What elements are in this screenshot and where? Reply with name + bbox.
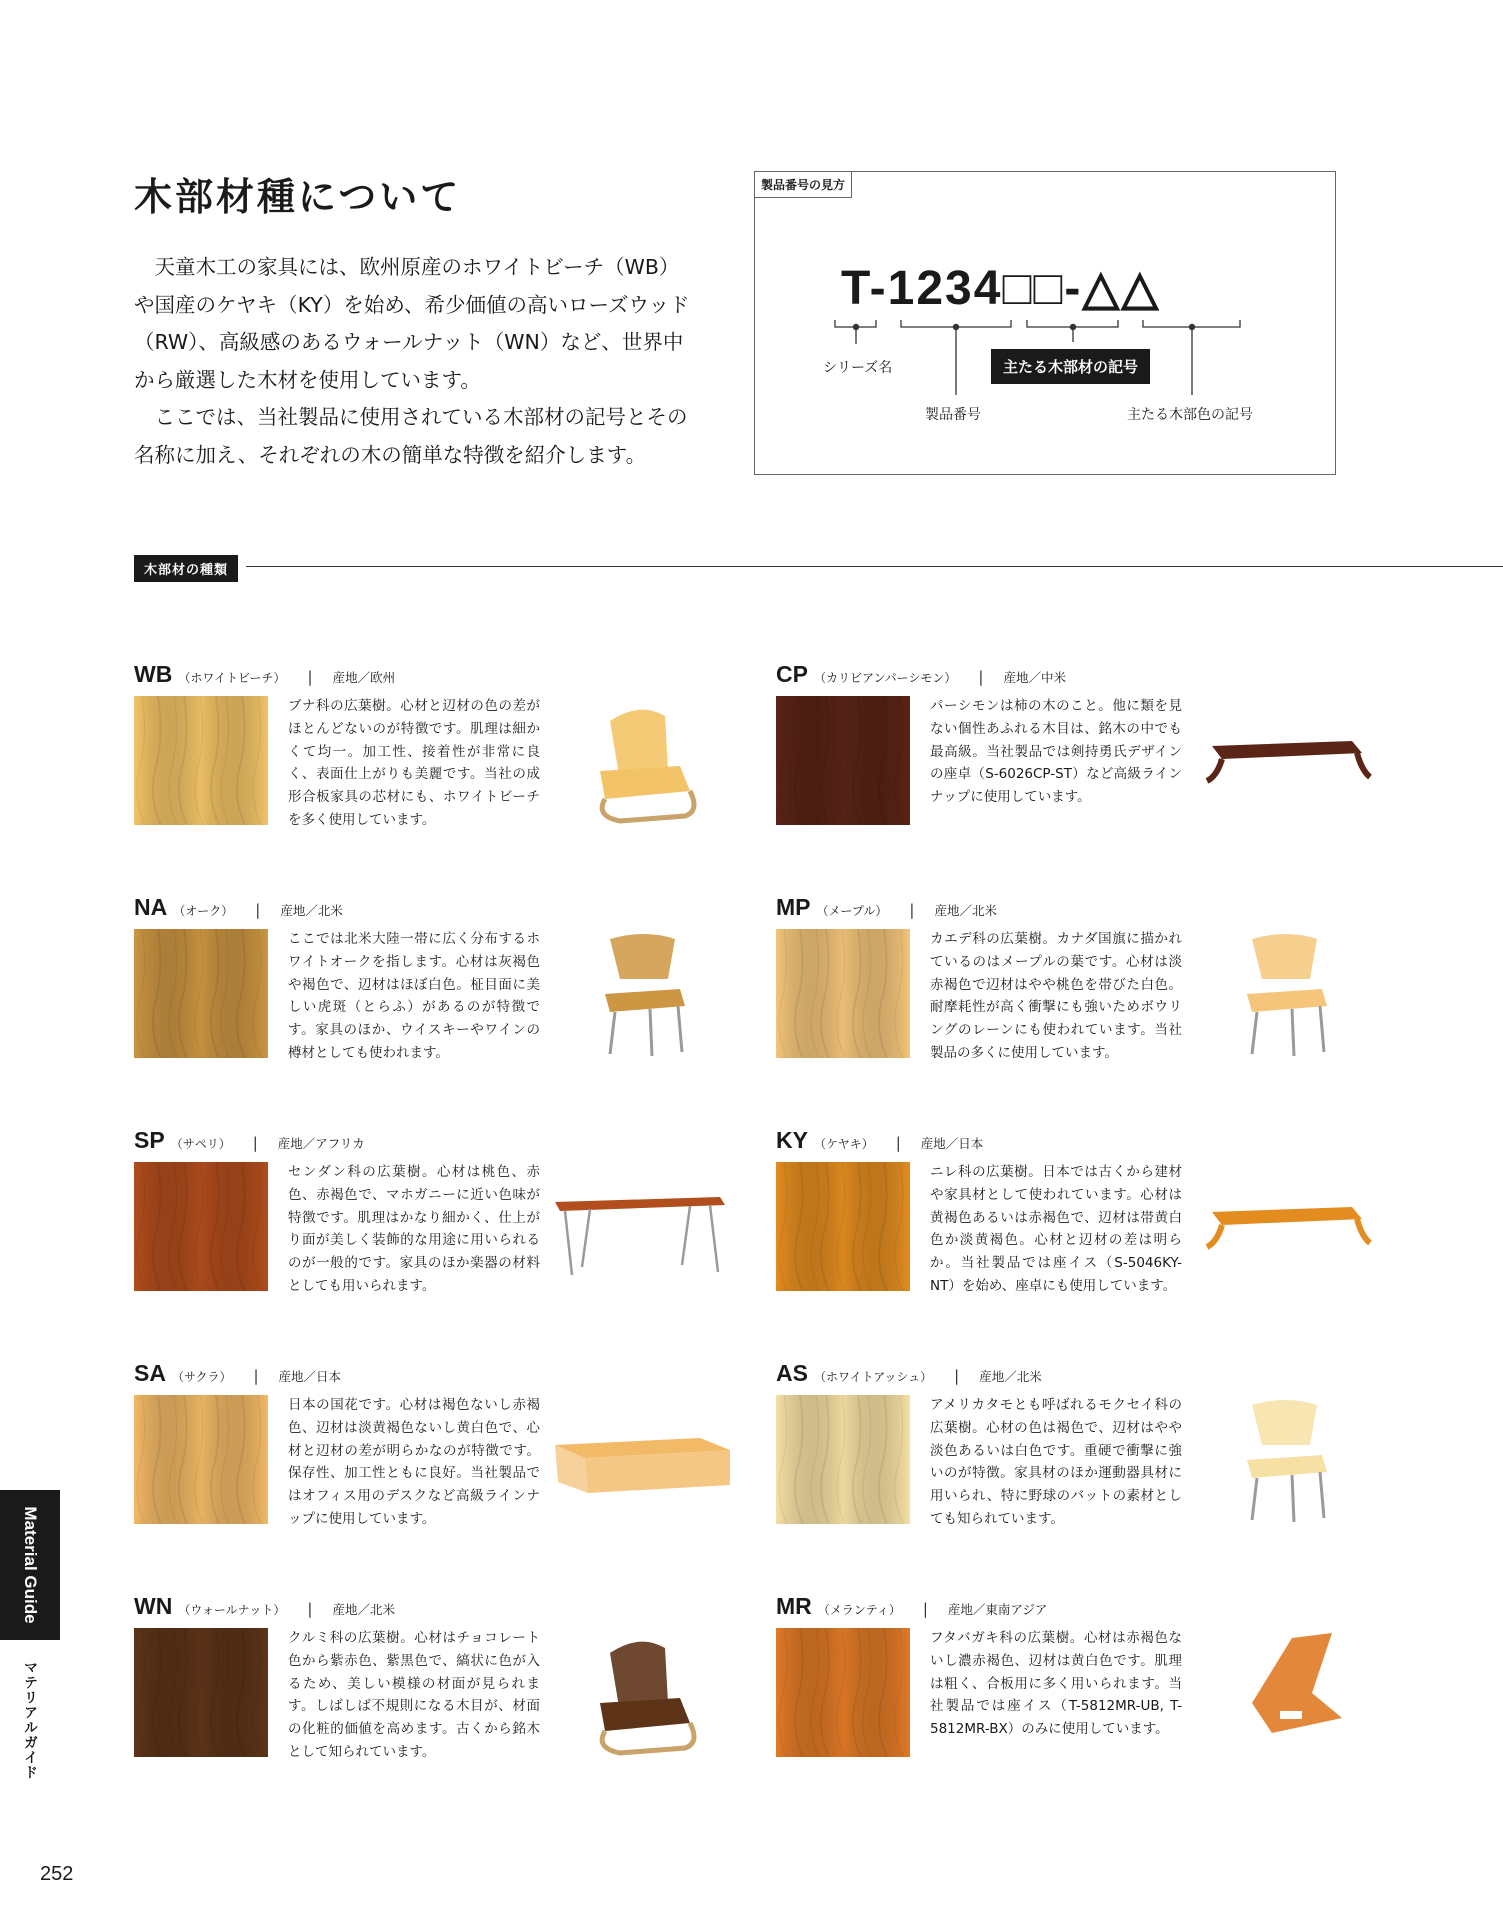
wood-name: （サペリ） bbox=[170, 1137, 231, 1151]
separator: | bbox=[307, 668, 313, 686]
wood-color-code-label: 主たる木部色の記号 bbox=[1127, 407, 1253, 423]
wood-origin: 産地／欧州 bbox=[332, 670, 396, 685]
wood-origin: 産地／北米 bbox=[934, 903, 997, 918]
intro-text bbox=[134, 249, 694, 474]
wood-entry-header bbox=[134, 894, 343, 921]
wood-swatch bbox=[776, 1162, 910, 1291]
wood-code: SP bbox=[134, 1127, 165, 1153]
separator: | bbox=[255, 901, 261, 919]
wood-origin: 産地／アフリカ bbox=[277, 1136, 365, 1151]
wood-swatch bbox=[134, 696, 268, 825]
wood-name: （サクラ） bbox=[171, 1370, 232, 1384]
wood-entry-header bbox=[134, 1127, 365, 1154]
wood-entry-header bbox=[134, 1593, 395, 1620]
wood-name: （カリビアンパーシモン） bbox=[813, 671, 957, 685]
wood-entry-mr bbox=[776, 1593, 1396, 1793]
wood-name: （ホワイトビーチ） bbox=[178, 671, 286, 685]
wood-code: NA bbox=[134, 894, 168, 920]
dash: - bbox=[1064, 262, 1083, 315]
wood-code-label: 主たる木部材の記号 bbox=[991, 349, 1150, 384]
floor-chair-photo bbox=[1192, 1623, 1372, 1763]
wood-code-boxes: □□ bbox=[1002, 262, 1065, 315]
wood-code: CP bbox=[776, 661, 808, 687]
separator: | bbox=[895, 1134, 901, 1152]
wood-name: （メープル） bbox=[816, 904, 888, 918]
separator: | bbox=[954, 1367, 960, 1385]
armchair-photo bbox=[550, 1623, 730, 1763]
wood-grain-swatch bbox=[776, 1628, 910, 1757]
wood-origin: 産地／日本 bbox=[920, 1136, 984, 1151]
wood-entry-na bbox=[134, 894, 754, 1094]
wood-swatch bbox=[134, 1628, 268, 1757]
wood-origin: 産地／東南アジア bbox=[947, 1602, 1048, 1617]
wood-description: クルミ科の広葉樹。心材はチョコレート色から紫赤色、紫黒色で、縞状に色が入るため、美しい模様の材面が見られます。しばしば不規則になる木目が、材面の化粧的価値を高めます。古くから銘木として知られています。 bbox=[288, 1630, 540, 1760]
color-code-triangles: △△ bbox=[1082, 262, 1161, 315]
low-table-photo bbox=[1192, 691, 1372, 831]
wood-code: WN bbox=[134, 1593, 173, 1619]
wood-description: ここでは北米大陸一帯に広く分布するホワイトオークを指します。心材は灰褐色や褐色で、辺材はほぼ白色。柾目面に美しい虎斑（とらふ）があるのが特徴です。家具のほか、ウイスキーやワインの樽材としても使われます。 bbox=[288, 931, 540, 1061]
wood-description: センダン科の広葉樹。心材は桃色、赤色、赤褐色で、マホガニーに近い色味が特徴です。肌理はかなり細かく、仕上がり面が美しく装飾的な用途に用いられるのが一般的です。家具のほか楽器の材料としても用いられます。 bbox=[288, 1164, 540, 1294]
wood-code: KY bbox=[776, 1127, 808, 1153]
product-number-guide-tag: 製品番号の見方 bbox=[755, 172, 852, 198]
wood-code: MR bbox=[776, 1593, 812, 1619]
wood-origin: 産地／日本 bbox=[278, 1369, 342, 1384]
wood-swatch bbox=[776, 696, 910, 825]
separator: | bbox=[253, 1367, 259, 1385]
wood-swatch bbox=[776, 929, 910, 1058]
wood-swatch bbox=[134, 1395, 268, 1524]
wood-description: カエデ科の広葉樹。カナダ国旗に描かれているのはメープルの葉です。心材は淡赤褐色で辺材はやや桃色を帯びた白色。耐摩耗性が高く衝撃にも強いためボウリングのレーンにも使われています。当社製品の多くに使用しています。 bbox=[930, 931, 1182, 1061]
separator: | bbox=[252, 1134, 258, 1152]
separator: | bbox=[307, 1600, 313, 1618]
separator: | bbox=[922, 1600, 928, 1618]
armchair-photo bbox=[550, 691, 730, 831]
separator: | bbox=[909, 901, 915, 919]
wood-entry-sa bbox=[134, 1360, 754, 1560]
wood-entry-header bbox=[776, 661, 1066, 688]
wood-name: （メランティ） bbox=[817, 1603, 901, 1617]
wood-description: フタバガキ科の広葉樹。心材は赤褐色ないし濃赤褐色、辺材は黄白色です。肌理は粗く、合板用に多く用いられます。当社製品では座イス（T-5812MR-UB, T-5812MR-BX）のみに使用しています。 bbox=[930, 1630, 1182, 1738]
wood-description: ニレ科の広葉樹。日本では古くから建材や家具材として使われています。心材は黄褐色あるいは赤褐色で、辺材は帯黄白色か淡黄褐色。心材と辺材の差は明らか。当社製品では座イス（S-5046KY-NT）を始め、座卓にも使用しています。 bbox=[930, 1164, 1182, 1294]
wood-entry-sp bbox=[134, 1127, 754, 1327]
wood-entry-header bbox=[776, 1127, 983, 1154]
wood-grain-swatch bbox=[776, 696, 910, 825]
wood-swatch bbox=[134, 1162, 268, 1291]
wood-grain-swatch bbox=[776, 929, 910, 1058]
wood-entry-wb bbox=[134, 661, 754, 861]
section-divider bbox=[246, 566, 1503, 567]
product-number-label: 製品番号 bbox=[925, 407, 981, 423]
wood-entry-header bbox=[134, 661, 395, 688]
wood-description: ブナ科の広葉樹。心材と辺材の色の差がほとんどないのが特徴です。肌理は細かくて均一。加工性、接着性が非常に良く、表面仕上がりも美麗です。当社の成形合板家具の芯材にも、ホワイトビーチを多く使用しています。 bbox=[288, 698, 540, 828]
wood-description: アメリカタモとも呼ばれるモクセイ科の広葉樹。心材の色は褐色で、辺材はやや淡色あるいは白色です。重硬で衝撃に強いのが特徴。家具材のほか運動器具材に用いられ、特に野球のバットの素材としても知られています。 bbox=[930, 1397, 1182, 1527]
page-number: 252 bbox=[40, 1863, 74, 1885]
intro-paragraph: ここでは、当社製品に使用されている木部材の記号とその名称に加え、それぞれの木の簡単な特徴を紹介します。 bbox=[134, 405, 688, 467]
wood-name: （ウォールナット） bbox=[178, 1603, 286, 1617]
bracket-lines bbox=[755, 172, 1337, 476]
page-title: 木部材種について bbox=[134, 175, 462, 219]
side-tab-jp-label: マテリアルガイド bbox=[22, 1660, 38, 1780]
wood-entry-wn bbox=[134, 1593, 754, 1793]
wood-grain-swatch bbox=[134, 929, 268, 1058]
wood-grain-swatch bbox=[134, 1395, 268, 1524]
wood-grain-swatch bbox=[776, 1162, 910, 1291]
wood-origin: 産地／北米 bbox=[979, 1369, 1042, 1384]
wood-grain-swatch bbox=[776, 1395, 910, 1524]
chair-photo bbox=[1192, 1390, 1372, 1530]
wood-grain-swatch bbox=[134, 696, 268, 825]
wood-code: WB bbox=[134, 661, 173, 687]
wood-origin: 産地／北米 bbox=[332, 1602, 395, 1617]
product-number-guide bbox=[754, 171, 1336, 475]
wood-code: AS bbox=[776, 1360, 808, 1386]
wood-entry-cp bbox=[776, 661, 1396, 861]
wood-entry-mp bbox=[776, 894, 1396, 1094]
wood-swatch bbox=[776, 1628, 910, 1757]
chair-photo bbox=[1192, 924, 1372, 1064]
wood-entry-as bbox=[776, 1360, 1396, 1560]
chair-photo bbox=[550, 924, 730, 1064]
wood-description: パーシモンは柿の木のこと。他に類を見ない個性あふれる木目は、銘木の中でも最高級。当社製品では剣持勇氏デザインの座卓（S-6026CP-ST）など高級ラインナップに使用しています。 bbox=[930, 698, 1182, 806]
wood-code: SA bbox=[134, 1360, 166, 1386]
intro-paragraph: 天童木工の家具には、欧州原産のホワイトビーチ（WB）や国産のケヤキ（KY）を始め、希少価値の高いローズウッド（RW）、高級感のあるウォールナット（WN）など、世界中から厳選した木材を使用しています。 bbox=[134, 255, 690, 392]
wood-entry-header bbox=[776, 1360, 1042, 1387]
wood-swatch bbox=[134, 929, 268, 1058]
wood-grain-swatch bbox=[134, 1628, 268, 1757]
desk-photo bbox=[550, 1157, 730, 1297]
wood-code: MP bbox=[776, 894, 811, 920]
wood-name: （オーク） bbox=[173, 904, 234, 918]
table-photo bbox=[550, 1390, 730, 1530]
series-name-label: シリーズ名 bbox=[823, 360, 893, 376]
product-code: T-1234 bbox=[841, 262, 1003, 315]
wood-origin: 産地／北米 bbox=[280, 903, 343, 918]
wood-entry-header bbox=[776, 1593, 1047, 1620]
wood-name: （ホワイトアッシュ） bbox=[813, 1370, 933, 1384]
wood-entry-header bbox=[776, 894, 997, 921]
wood-entry-ky bbox=[776, 1127, 1396, 1327]
low-table-photo bbox=[1192, 1157, 1372, 1297]
wood-swatch bbox=[776, 1395, 910, 1524]
side-tab-label: Material Guide bbox=[21, 1506, 40, 1624]
separator: | bbox=[978, 668, 984, 686]
wood-grain-swatch bbox=[134, 1162, 268, 1291]
wood-description: 日本の国花です。心材は褐色ないし赤褐色、辺材は淡黄褐色ないし黄白色で、心材と辺材の差が明らかなのが特徴です。保存性、加工性ともに良好。当社製品ではオフィス用のデスクなど高級ラインナップに使用しています。 bbox=[288, 1397, 540, 1527]
wood-origin: 産地／中米 bbox=[1003, 670, 1066, 685]
wood-entry-header bbox=[134, 1360, 341, 1387]
section-label: 木部材の種類 bbox=[134, 555, 238, 582]
wood-name: （ケヤキ） bbox=[813, 1137, 874, 1151]
